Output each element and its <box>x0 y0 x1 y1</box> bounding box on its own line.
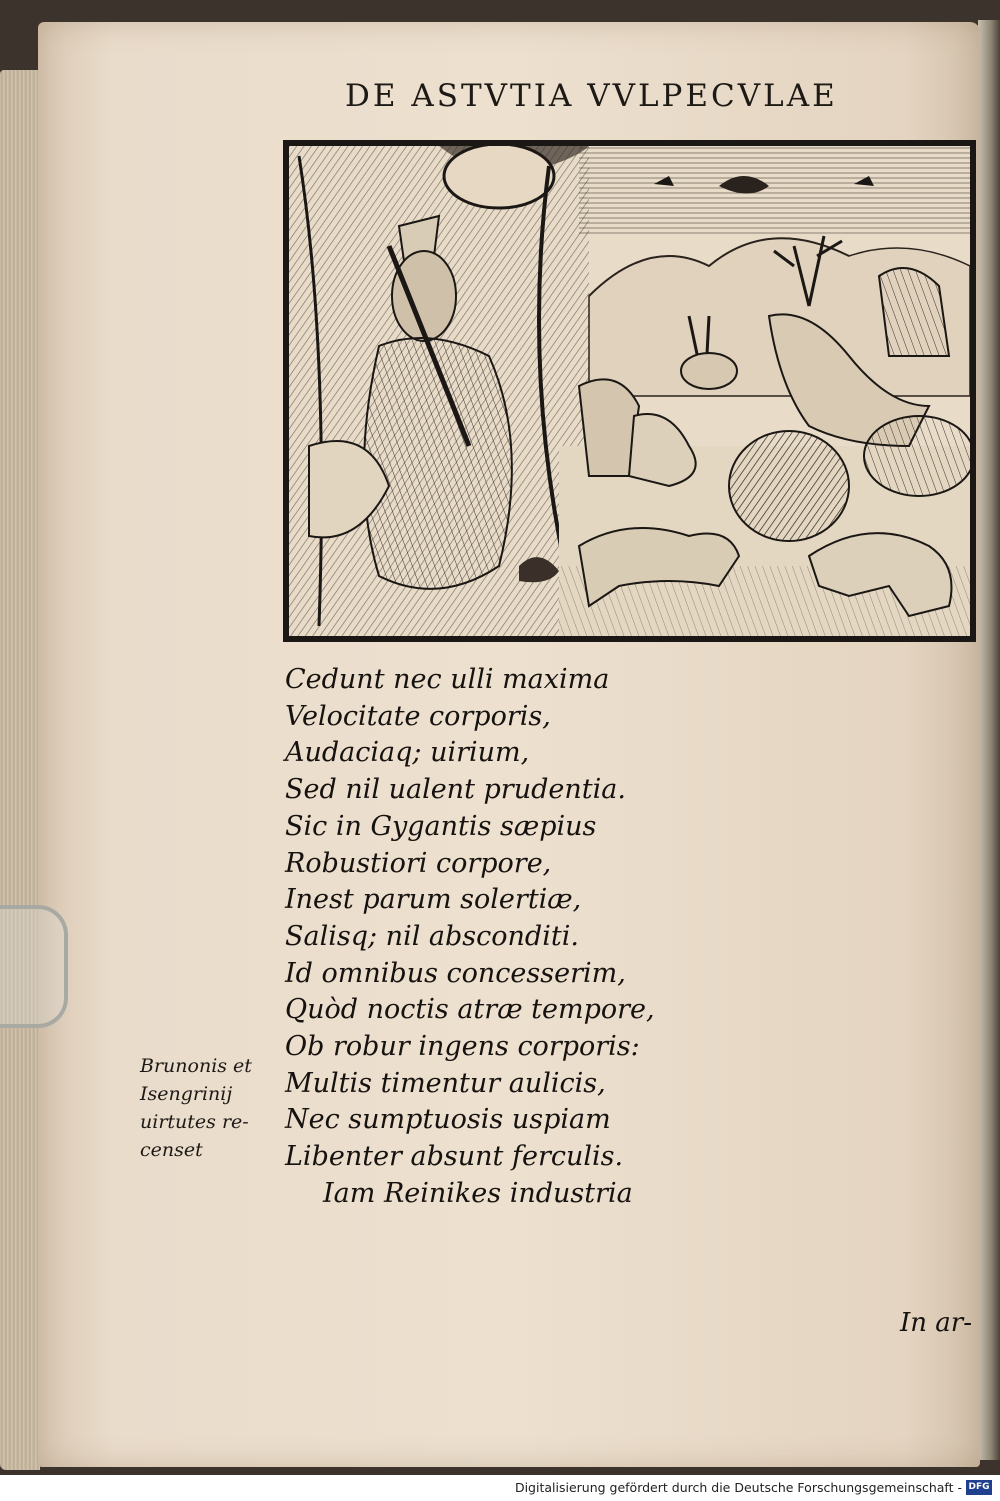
marginal-note-line: uirtutes re- <box>140 1111 249 1133</box>
facing-page-edge <box>978 20 1000 1460</box>
verse-line: Libenter absunt ferculis. <box>285 1141 624 1173</box>
verse-line: Inest parum solertiæ, <box>285 884 582 916</box>
verse-line: Sed nil ualent prudentia. <box>285 774 626 806</box>
marginal-note-line: Brunonis et <box>140 1055 252 1077</box>
digitization-footer <box>0 1475 1000 1501</box>
verse-line: Multis timentur aulicis, <box>285 1067 606 1099</box>
verse-line: Sic in Gygantis sæpius <box>285 810 597 842</box>
catchword: In ar- <box>900 1308 972 1338</box>
verse-line: Salisq; nil absconditi. <box>285 920 579 952</box>
verse-line: Ob robur ingens corporis: <box>285 1031 640 1063</box>
verse-line: Robustiori corpore, <box>285 847 552 879</box>
marginal-note-line: Isengrinij <box>140 1083 233 1105</box>
verse-line: Id omnibus concesserim, <box>285 957 626 989</box>
marginal-note-line: censet <box>140 1139 203 1161</box>
verse-line: Iam Reinikes industria <box>323 1177 633 1209</box>
running-title: DE ASTVTIA VVLPECVLAE <box>345 78 838 114</box>
marginal-note <box>140 1052 270 1164</box>
woodcut-image <box>289 146 970 636</box>
page-edges <box>0 70 40 1470</box>
funding-credit: Digitalisierung gefördert durch die Deutsche Forschungsgemeinschaft - <box>514 1480 962 1495</box>
woodcut-illustration <box>283 140 976 642</box>
verse-line: Cedunt nec ulli maxima <box>285 664 610 695</box>
verse-line: Audaciaq; uirium, <box>285 737 530 769</box>
dfg-logo: DFG <box>966 1480 992 1495</box>
verse-line: Nec sumptuosis uspiam <box>285 1104 611 1136</box>
page-clip <box>0 905 68 1028</box>
verse-line: Velocitate corporis, <box>285 700 551 732</box>
verse-text <box>285 662 705 1213</box>
verse-line: Quòd noctis atræ tempore, <box>285 994 655 1026</box>
